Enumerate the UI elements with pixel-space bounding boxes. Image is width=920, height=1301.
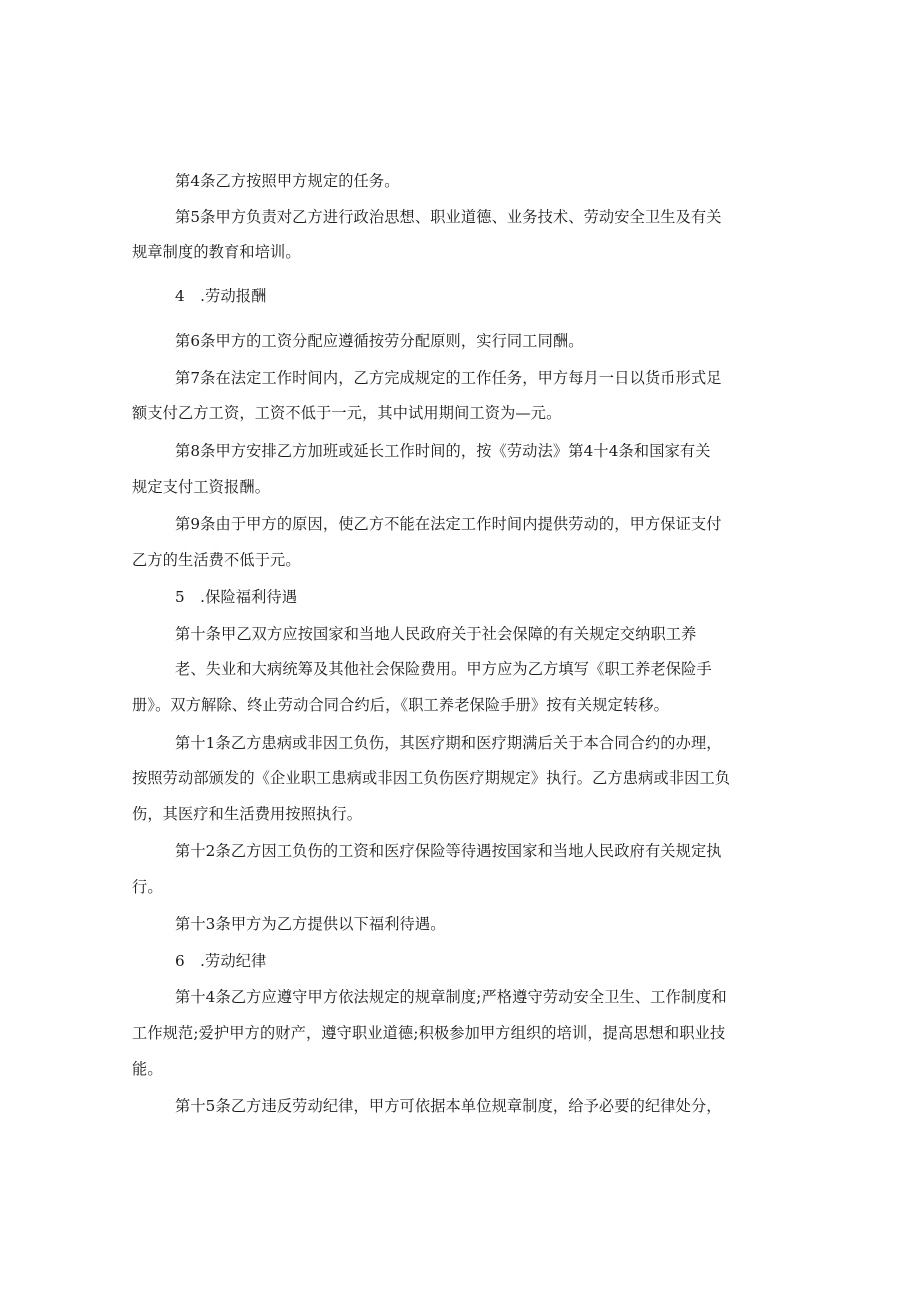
article-14-continuation-1: 工作规范;爱护甲方的财产，遵守职业道德;积极参加甲方组织的培训，提高思想和职业技: [132, 1024, 726, 1042]
article-11-text: 第十1条乙方患病或非因工负伤，其医疗期和医疗期满后关于本合同合约的办理，: [175, 734, 722, 752]
article-10-text: 第十条甲乙双方应按国家和当地人民政府关于社会保障的有关规定交纳职工养: [175, 625, 697, 643]
article-11-continuation-2: 伤，其医疗和生活费用按照执行。: [132, 805, 363, 823]
article-14-text: 第十4条乙方应遵守甲方依法规定的规章制度;严格遵守劳动安全卫生、工作制度和: [175, 988, 727, 1006]
article-5-continuation: 规章制度的教育和培训。: [132, 243, 301, 261]
article-13-text: 第十3条甲方为乙方提供以下福利待遇。: [175, 915, 446, 933]
article-12-continuation: 行。: [132, 878, 163, 896]
article-11-continuation-1: 按照劳动部颁发的《企业职工患病或非因工负伤医疗期规定》执行。乙方患病或非因工负: [132, 769, 731, 787]
article-9-text: 第9条由于甲方的原因，使乙方不能在法定工作时间内提供劳动的，甲方保证支付: [175, 515, 722, 533]
article-9-continuation: 乙方的生活费不低于元。: [132, 551, 301, 569]
article-12-text: 第十2条乙方因工负伤的工资和医疗保险等待遇按国家和当地人民政府有关规定执: [175, 842, 722, 860]
section-5-heading: 5 .保险福利待遇: [175, 588, 298, 606]
article-7-continuation: 额支付乙方工资，工资不低于一元，其中试用期间工资为—元。: [132, 404, 562, 422]
article-4-text: 第4条乙方按照甲方规定的任务。: [175, 172, 400, 190]
article-14-continuation-2: 能。: [132, 1060, 163, 1078]
section-4-heading: 4 .劳动报酬: [175, 287, 267, 305]
article-8-continuation: 规定支付工资报酬。: [132, 478, 271, 496]
article-10-continuation-2: 册》。双方解除、终止劳动合同合约后，《职工养老保险手册》按有关规定转移。: [132, 696, 669, 714]
article-15-text: 第十5条乙方违反劳动纪律，甲方可依据本单位规章制度，给予必要的纪律处分，: [175, 1097, 722, 1115]
article-7-text: 第7条在法定工作时间内，乙方完成规定的工作任务，甲方每月一日以货币形式足: [175, 369, 722, 387]
article-10-continuation-1: 老、失业和大病统筹及其他社会保险费用。甲方应为乙方填写《职工养老保险手: [175, 660, 712, 678]
article-5-text: 第5条甲方负责对乙方进行政治思想、职业道德、业务技术、劳动安全卫生及有关: [175, 208, 722, 226]
article-8-text: 第8条甲方安排乙方加班或延长工作时间的，按《劳动法》第4十4条和国家有关: [175, 442, 711, 460]
article-6-text: 第6条甲方的工资分配应遵循按劳分配原则，实行同工同酬。: [175, 332, 584, 350]
section-6-heading: 6 .劳动纪律: [175, 952, 267, 970]
